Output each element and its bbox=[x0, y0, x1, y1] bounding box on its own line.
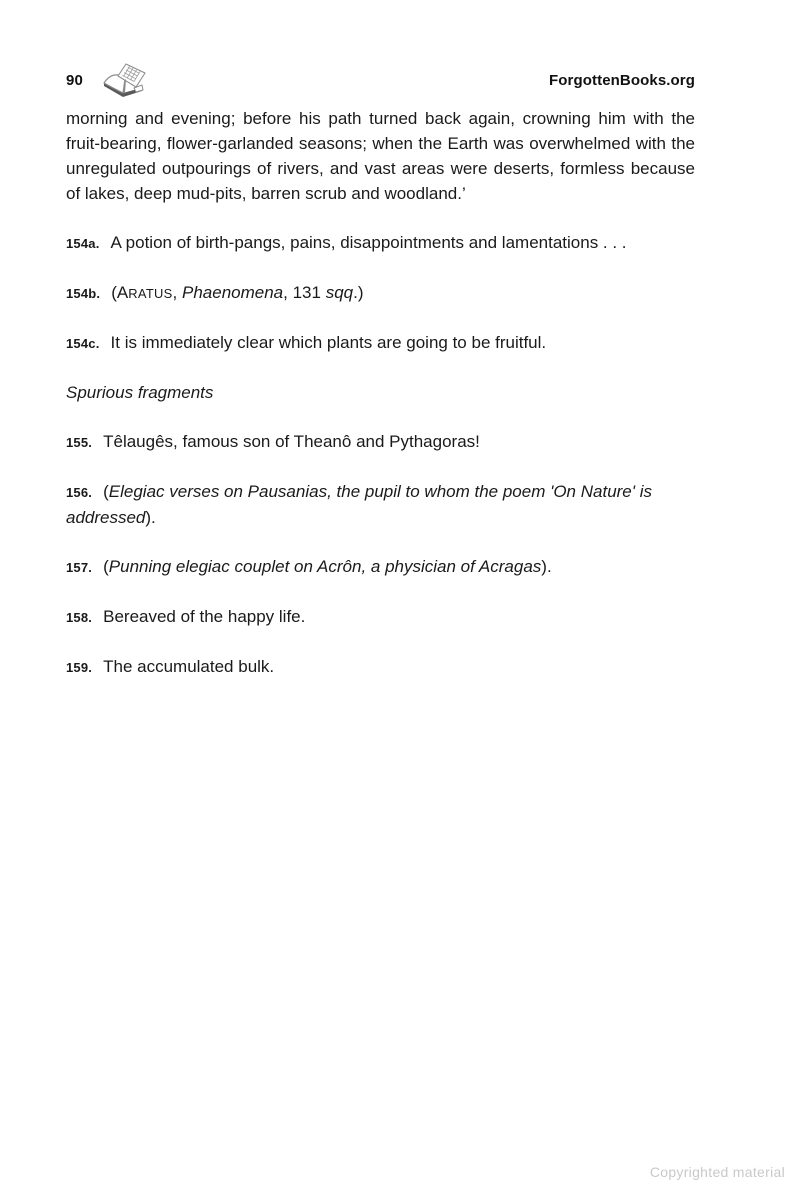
fragment-text: A potion of birth-pangs, pains, disappointments and lamentations . . . bbox=[110, 233, 627, 252]
fragment-number: 154c. bbox=[66, 336, 100, 351]
page-number: 90 bbox=[66, 71, 84, 89]
site-name: ForgottenBooks.org bbox=[549, 71, 695, 89]
fragment-text: It is immediately clear which plants are going to be fruitful. bbox=[110, 333, 547, 352]
fragment-item bbox=[66, 230, 695, 256]
fragment-text: (Elegiac verses on Pausanias, the pupil to whom the poem 'On Nature' is addressed). bbox=[66, 482, 653, 527]
fragment-item bbox=[66, 330, 695, 356]
fragment-item bbox=[66, 654, 695, 680]
open-book-icon bbox=[101, 61, 149, 103]
copyright-watermark: Copyrighted material bbox=[649, 1164, 785, 1180]
fragment-number: 154a. bbox=[66, 236, 100, 251]
fragment-text: The accumulated bulk. bbox=[103, 657, 275, 676]
intro-paragraph: morning and evening; before his path turned back again, crowning him with the fruit-bearing, flower-garlanded seasons; when the Earth was overwhelmed with the unregulated outpourings of rivers, and vast areas were deserts, formless because of lakes, deep mud-pits, barren scrub and woodland.’ bbox=[66, 109, 695, 203]
section-heading: Spurious fragments bbox=[66, 383, 214, 402]
fragment-number: 158. bbox=[66, 610, 93, 625]
fragment-item bbox=[66, 280, 695, 306]
fragment-number: 156. bbox=[66, 485, 93, 500]
fragment-number: 157. bbox=[66, 560, 93, 575]
fragment-text: (Punning elegiac couplet on Acrôn, a physician of Acragas). bbox=[103, 557, 552, 576]
fragment-number: 159. bbox=[66, 660, 93, 675]
fragment-item bbox=[66, 554, 695, 580]
fragment-text: Têlaugês, famous son of Theanô and Pythagoras! bbox=[103, 432, 480, 451]
fragment-item bbox=[66, 604, 695, 630]
fragment-item bbox=[66, 479, 695, 530]
fragment-number: 155. bbox=[66, 435, 93, 450]
page-header bbox=[66, 60, 695, 100]
fragment-list-top bbox=[66, 230, 695, 356]
page-content bbox=[66, 106, 695, 680]
fragment-text: Bereaved of the happy life. bbox=[103, 607, 306, 626]
fragment-item bbox=[66, 429, 695, 455]
fragment-text: (ARATUS, Phaenomena, 131 sqq.) bbox=[111, 283, 364, 302]
fragment-list-spurious bbox=[66, 429, 695, 680]
fragment-number: 154b. bbox=[66, 286, 101, 301]
